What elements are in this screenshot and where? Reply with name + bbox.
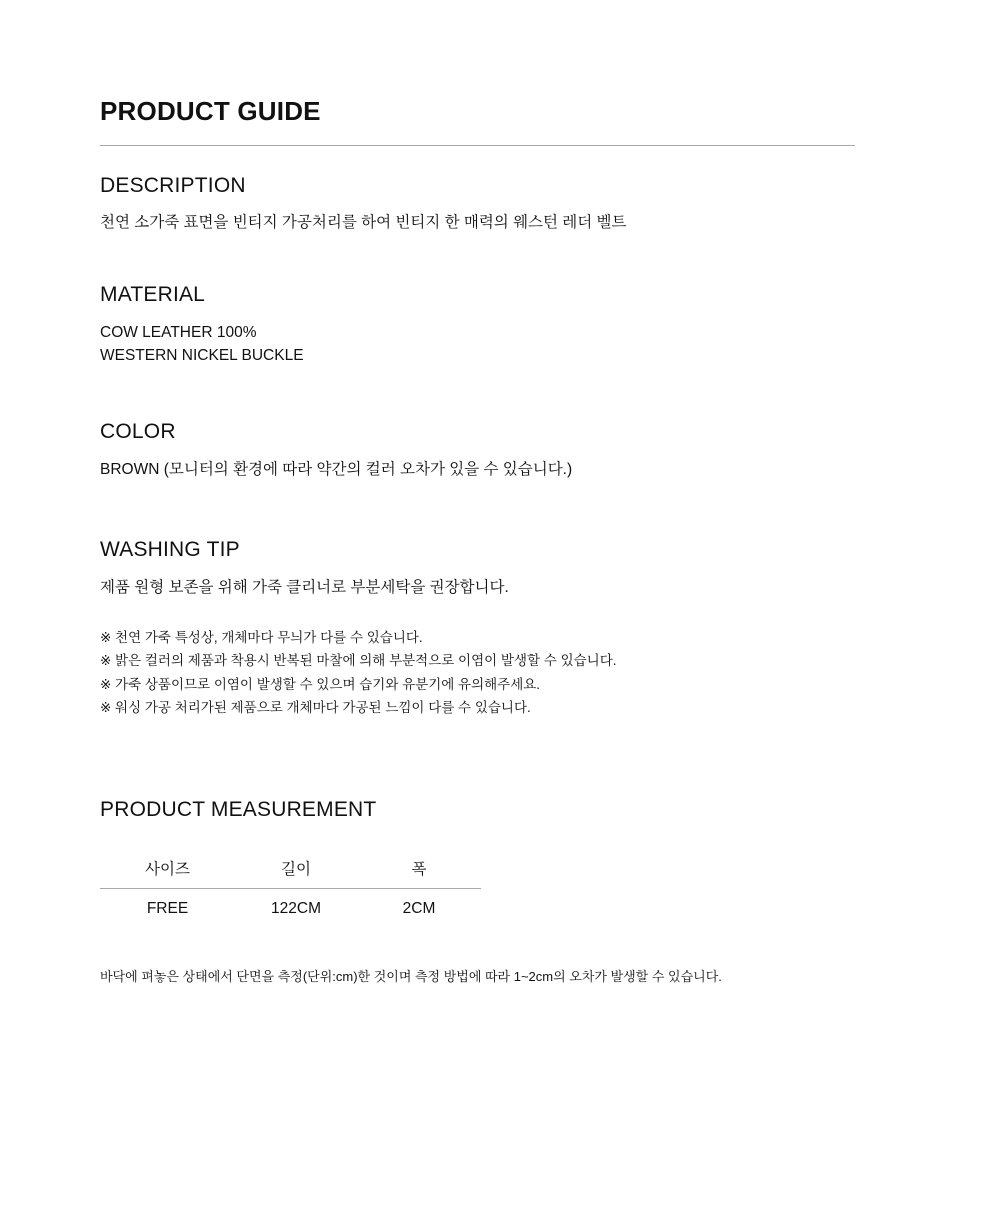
measurement-footnote: 바닥에 펴놓은 상태에서 단면을 측정(단위:cm)한 것이며 측정 방법에 따라 1~2cm의 오차가 발생할 수 있습니다. xyxy=(100,969,722,984)
color-heading: COLOR xyxy=(100,420,176,443)
column-header-length: 길이 xyxy=(281,861,311,878)
washing-heading: WASHING TIP xyxy=(100,538,240,561)
table-header-row xyxy=(100,848,481,889)
title-divider xyxy=(100,145,855,146)
column-header-width: 폭 xyxy=(411,861,427,878)
washing-note: ※ 가죽 상품이므로 이염이 발생할 수 있으며 습기와 유분기에 유의해주세요. xyxy=(100,677,541,692)
page-title: PRODUCT GUIDE xyxy=(100,96,321,126)
measurement-table xyxy=(100,848,481,929)
washing-text: 제품 원형 보존을 위해 가죽 클리너로 부분세탁을 권장합니다. xyxy=(100,579,509,596)
cell-width: 2CM xyxy=(402,900,436,917)
cell-length: 122CM xyxy=(271,900,321,917)
material-line: WESTERN NICKEL BUCKLE xyxy=(100,347,304,364)
washing-note: ※ 천연 가죽 특성상, 개체마다 무늬가 다를 수 있습니다. xyxy=(100,630,423,645)
table-row xyxy=(100,889,481,929)
measurement-heading: PRODUCT MEASUREMENT xyxy=(100,798,377,821)
cell-size: FREE xyxy=(146,900,189,917)
material-line: COW LEATHER 100% xyxy=(100,324,257,341)
washing-note: ※ 워싱 가공 처리가된 제품으로 개체마다 가공된 느낌이 다를 수 있습니다. xyxy=(100,700,531,715)
washing-note: ※ 밝은 컬러의 제품과 착용시 반복된 마찰에 의해 부분적으로 이염이 발생할 수 있습니다. xyxy=(100,653,617,668)
color-text: BROWN (모니터의 환경에 따라 약간의 컬러 오차가 있을 수 있습니다.) xyxy=(100,461,573,478)
description-text: 천연 소가죽 표면을 빈티지 가공처리를 하여 빈티지 한 매력의 웨스턴 레더 벨트 xyxy=(100,214,627,231)
material-heading: MATERIAL xyxy=(100,283,206,306)
column-header-size: 사이즈 xyxy=(145,861,190,878)
description-heading: DESCRIPTION xyxy=(100,174,246,197)
